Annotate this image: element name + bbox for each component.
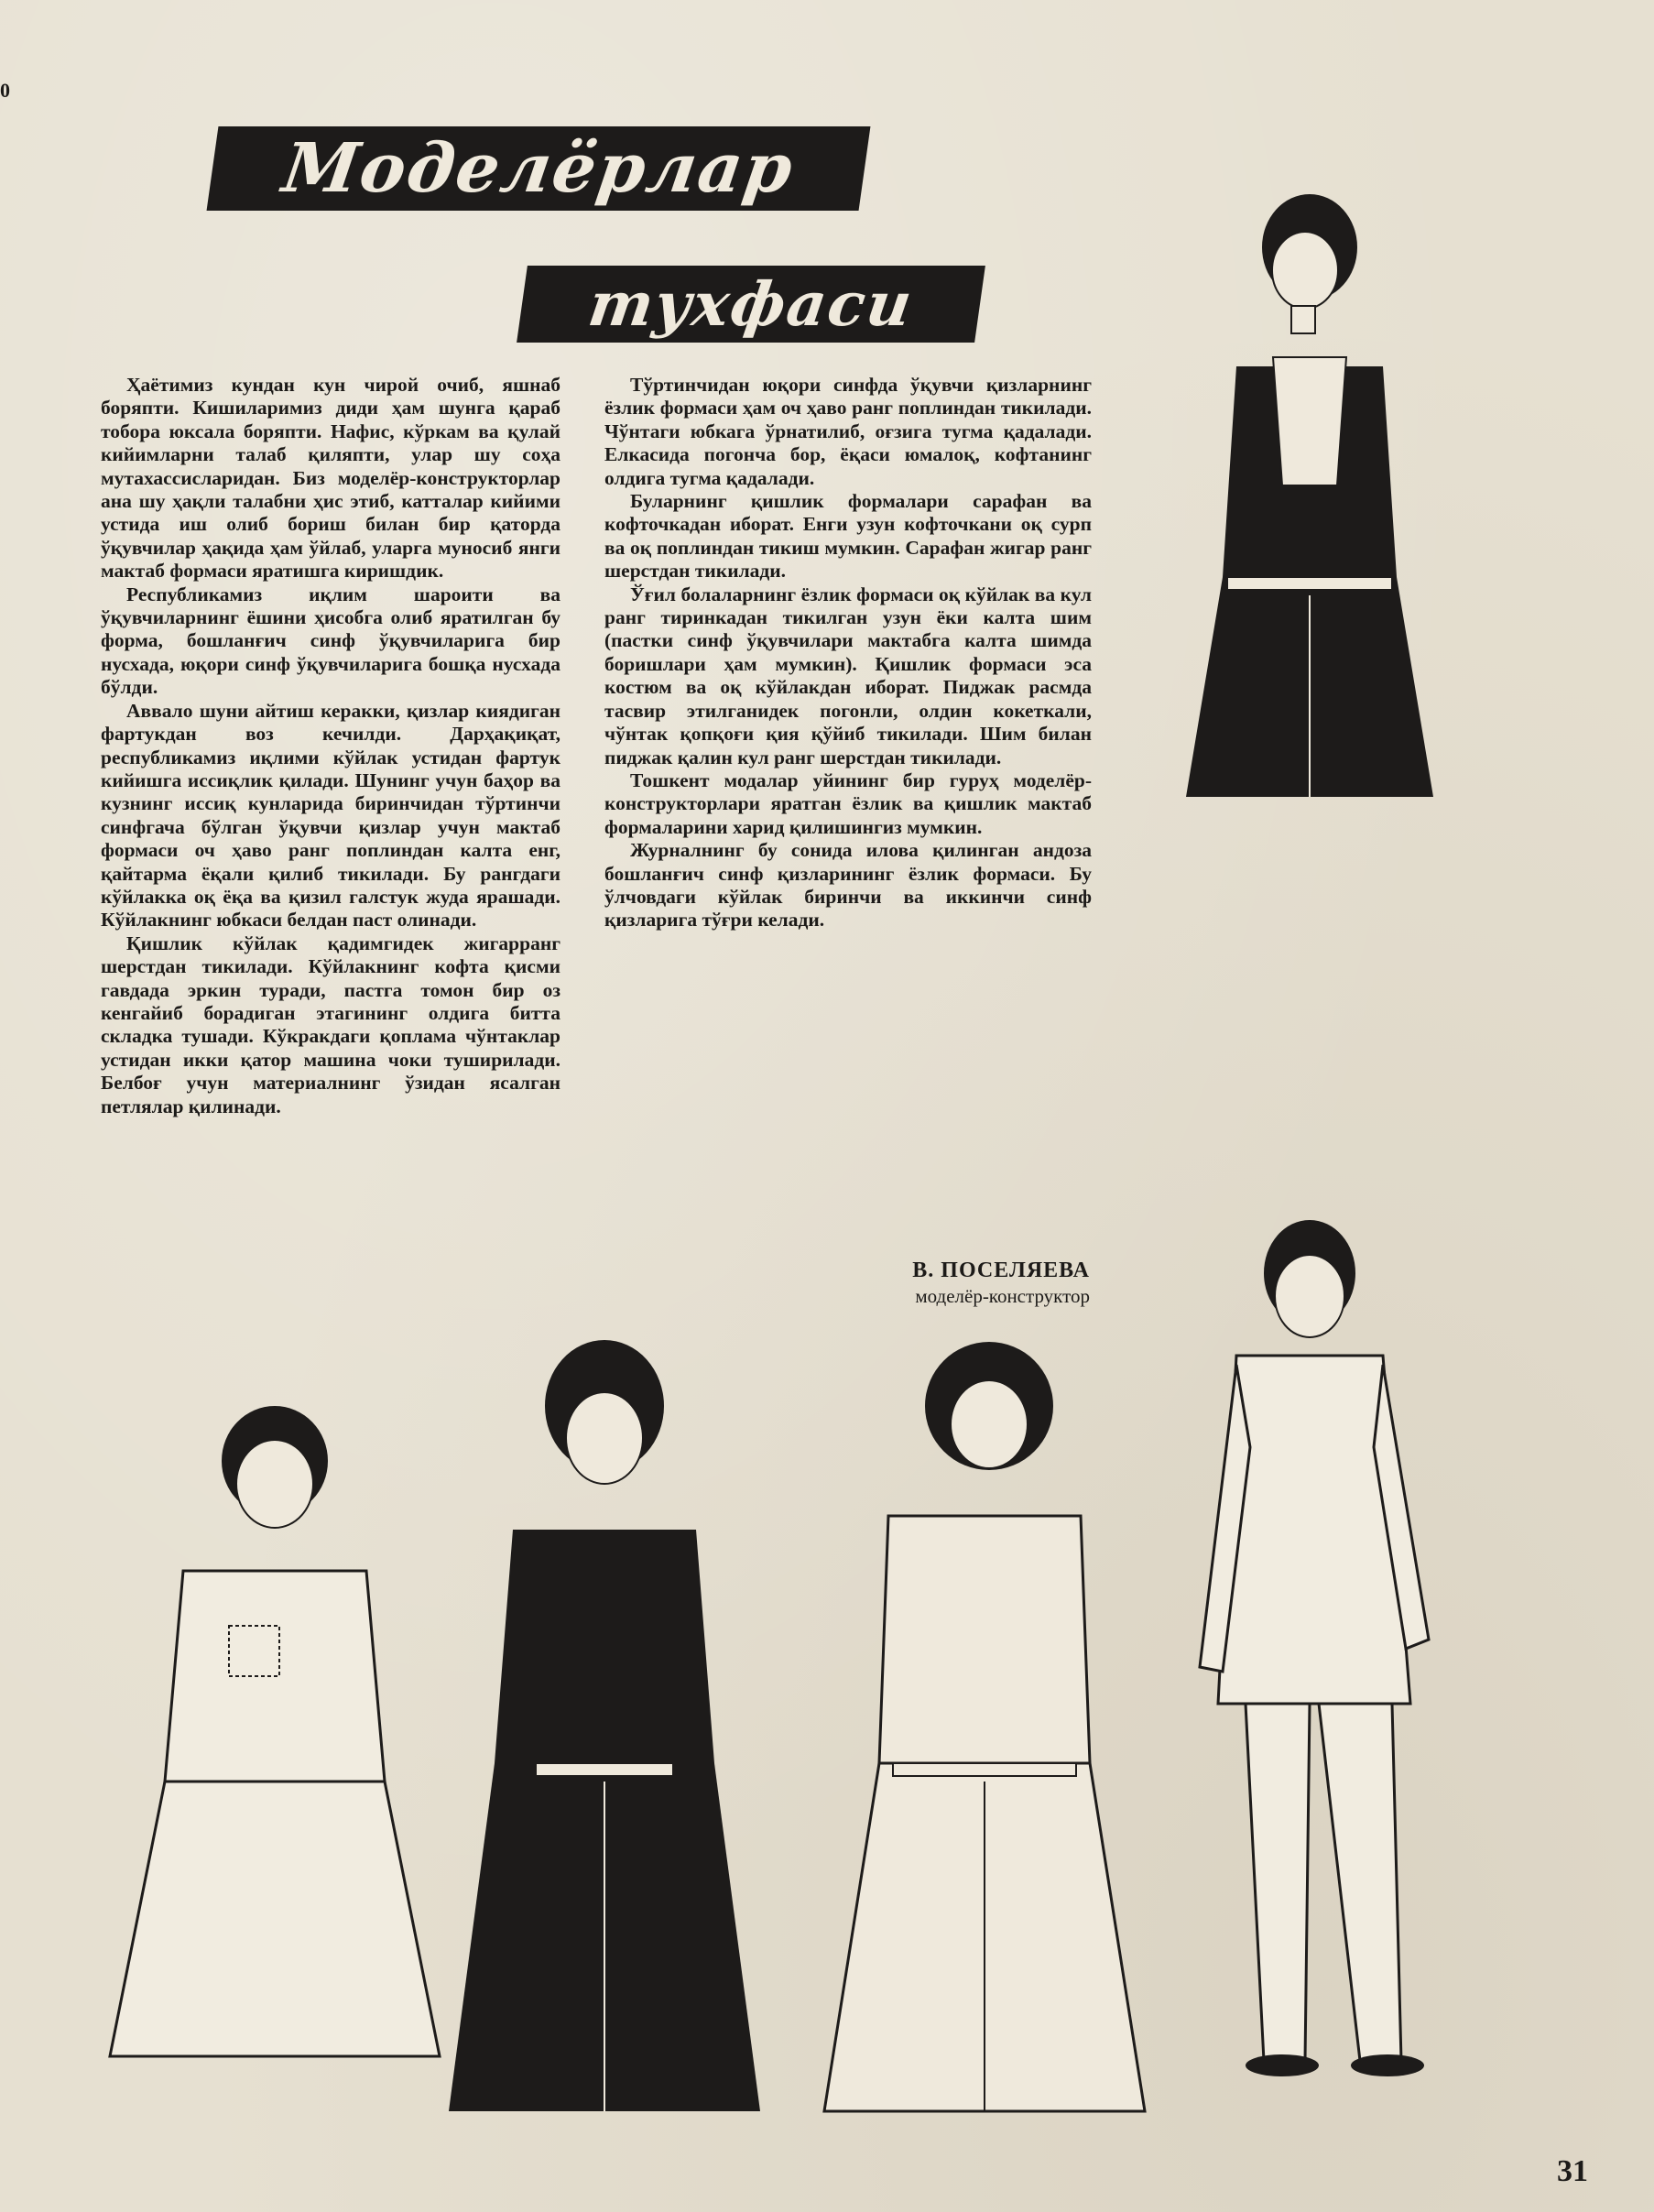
article-paragraph: Республикамиз иқлим шароити ва ўқувчиларнинг ёшини ҳисобга олиб яратилган бу форма, бошланғич синф ўқувчиларига бир нусхада, юқори синф ўқувчиларига бошқа нусхада бўлди. (101, 583, 560, 699)
title-line-1: Моделёрлар (207, 126, 871, 211)
article-paragraph: Қишлик кўйлак қадимгидек жигарранг шерстдан тикилади. Кўйлакнинг кофта қисми гавдада эркин туради, пастга томон бир оз кенгайиб борадиган этагининг олдига битта складка тушади. Кўкракдаги қопламa чўнтаклар устидан икки қатор машина чоки туширилади. Белбоғ учун материалнинг ўзидан ясалган петлялар қилинади. (101, 932, 560, 1117)
author-role: моделёр-конструктор (915, 1285, 1090, 1307)
article-paragraph: Ҳаётимиз кундан кун чирой очиб, яшнаб боряпти. Кишиларимиз диди ҳам шунга қараб тобора юксала боряпти. Нафис, кўркам ва қулай кийимларни талаб қиляпти, улар шу соҳа мутахассисларидан. Биз моделёр-конструкторлар ана шу ҳақли талабни ҳис этиб, катталар кийими устида иш олиб бориш билан бир қаторда ўқувчилар ҳақида ҳам ўйлаб, уларга муносиб янги мактаб формаси яратишга киришдик. (101, 374, 560, 583)
article-paragraph: Ўғил болаларнинг ёзлик формаси оқ кўйлак ва кул ранг тиринкадан тикилган узун ёки калта шим (пастки синф ўқувчилари мактабга калта шимда боришлари ҳам мумкин). Қишлик формаси эса костюм ва оқ кўйлакдан иборат. Пиджак расмда тасвир этилганидек погонли, олдин кокеткали, чўнтак қопқоғи қия қўйиб тикилади. Шим билан пиджак қалин кул ранг шерстдан тикилади. (604, 583, 1092, 768)
article-column-1 (101, 374, 560, 1118)
article-paragraph: Буларнинг қишлик формалари сарафан ва кофточкадан иборат. Енги узун кофточкани оқ сурп ва оқ поплиндан тикиш мумкин. Сарафан жигар ранг шерстдан тикилади. (604, 490, 1092, 583)
page-number: 31 (1557, 2154, 1588, 2188)
article-paragraph: Журналнинг бу сонида илова қилинган андоза бошланғич синф қизларининг ёзлик формаси. Бу ўлчовдаги кўйлак биринчи ва иккинчи синф қизларига тўғри келади. (604, 839, 1092, 932)
page-edge-mark: 0 (0, 79, 10, 102)
title-line-2: тухфаси (517, 266, 985, 343)
article-column-2 (604, 374, 1092, 932)
illustration-girl-double-breasted-dress (806, 1333, 1154, 2120)
illustration-girl-sarafan (1172, 183, 1447, 843)
author-signature (912, 1259, 1090, 1308)
article-paragraph: Аввало шуни айтиш керакки, қизлар киядиган фартукдан воз кечилди. Дарҳақиқат, республикамиз иқлими кўйлак устидан фартук кийишга иссиқлик қилади. Шунинг учун баҳор ва кузнинг иссиқ кунларида биринчидан тўртинчи синфгача бўлган ўқувчи қизлар учун мактаб формаси оч ҳаво ранг поплиндан калта енг, қайтарма ёқали қилиб тикилади. Бу рангдаги кўйлакка оқ ёқа ва қизил галстук жуда ярашади. Кўйлакнинг юбкаси белдан паст олинади. (101, 699, 560, 932)
article-paragraph: Тўртинчидан юқори синфда ўқувчи қизларнинг ёзлик формаси ҳам оч ҳаво ранг поплиндан тикилади. Чўнтаги юбкага ўрнатилиб, оғзига тугма қадалади. Елкасида погонча бор, ёқаси юмалоқ, кофтанинг олдига тугма қадалади. (604, 374, 1092, 489)
author-name: В. ПОСЕЛЯЕВА (912, 1259, 1090, 1282)
article-paragraph: Тошкент модалар уйининг бир гуруҳ моделёр-конструкторлари яратган ёзлик ва қишлик мактаб формаларини харид қилишингиз мумкин. (604, 768, 1092, 838)
illustration-boy-suit (1181, 1209, 1502, 2088)
illustration-girl-summer-dress (92, 1397, 458, 2075)
illustration-girl-winter-dress (440, 1333, 769, 2120)
